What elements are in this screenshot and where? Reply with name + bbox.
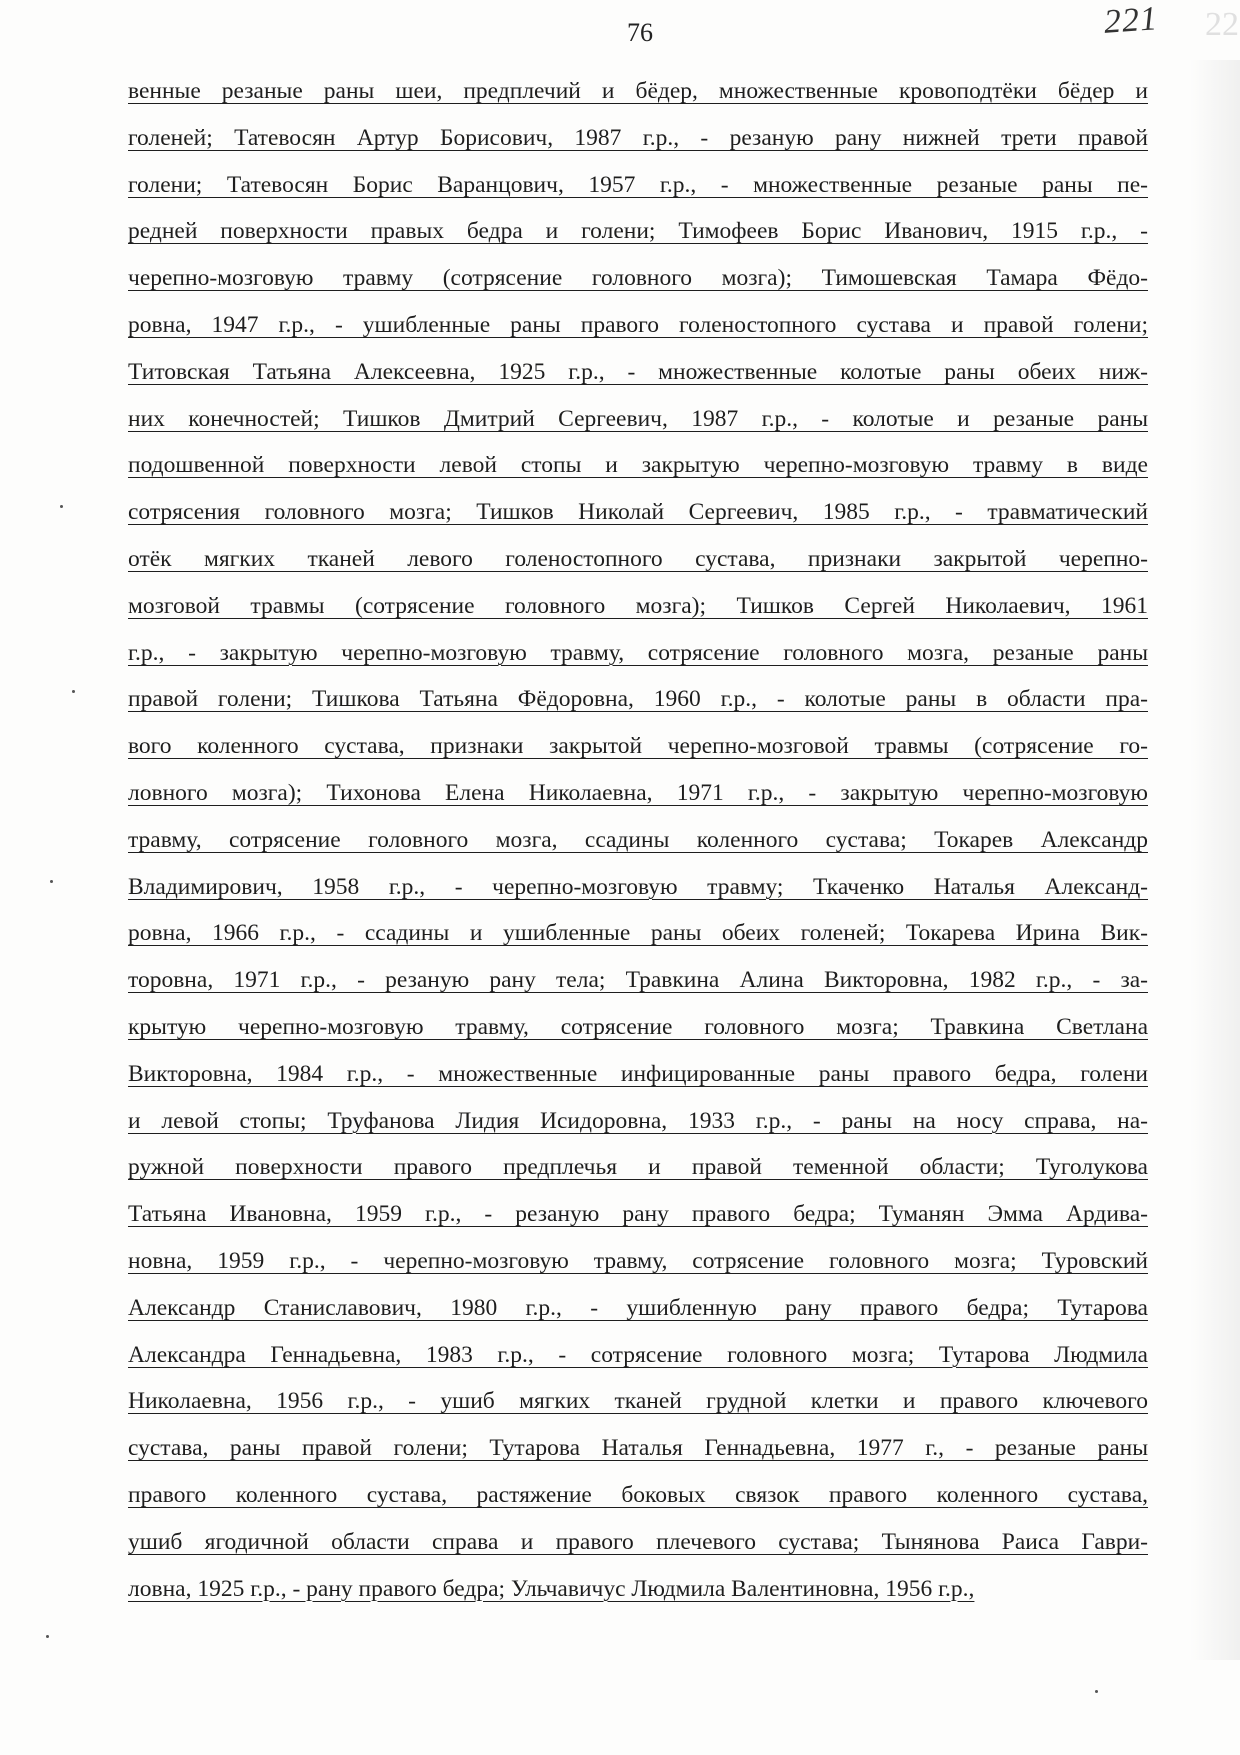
text-line: подошвенной поверхности левой стопы и закрытую черепно-мозговую травму в виде xyxy=(128,452,1148,479)
scan-speck xyxy=(1095,1690,1098,1693)
handwritten-archive-number: 221 xyxy=(1102,0,1160,41)
text-line: правого коленного сустава, растяжение боковых связок правого коленного сустава, xyxy=(128,1481,1148,1508)
text-line: венные резаные раны шеи, предплечий и бёдер, множественные кровоподтёки бёдер и xyxy=(128,78,1148,104)
text-line: ровна, 1966 г.р., - ссадины и ушибленные раны обеих голеней; Токарева Ирина Вик- xyxy=(128,920,1148,947)
scan-speck xyxy=(72,690,75,693)
text-line: торовна, 1971 г.р., - резаную рану тела; Травкина Алина Викторовна, 1982 г.р., - за- xyxy=(128,967,1148,994)
text-line: правой голени; Тишкова Татьяна Фёдоровна, 1960 г.р., - колотые раны в области пра- xyxy=(128,686,1148,713)
text-line: ружной поверхности правого предплечья и правой теменной области; Туголукова xyxy=(128,1154,1148,1181)
text-line: ушиб ягодичной области справа и правого плечевого сустава; Тынянова Раиса Гаври- xyxy=(128,1528,1148,1555)
text-line: ловна, 1925 г.р., - рану правого бедра; Ульчавичус Людмила Валентиновна, 1956 г.р., xyxy=(128,1575,975,1602)
text-line: травму, сотрясение головного мозга, ссадины коленного сустава; Токарев Александр xyxy=(128,826,1148,853)
text-line: вого коленного сустава, признаки закрытой черепно-мозговой травмы (сотрясение го- xyxy=(128,733,1148,760)
text-line: крытую черепно-мозговую травму, сотрясение головного мозга; Травкина Светлана xyxy=(128,1013,1148,1040)
text-line: отёк мягких тканей левого голеностопного сустава, признаки закрытой черепно- xyxy=(128,545,1148,572)
text-line: ловного мозга); Тихонова Елена Николаевна, 1971 г.р., - закрытую черепно-мозговую xyxy=(128,779,1148,806)
text-line: ровна, 1947 г.р., - ушибленные раны правого голеностопного сустава и правой голени; xyxy=(128,311,1148,338)
scan-speck xyxy=(50,880,53,883)
scan-speck xyxy=(60,505,63,508)
text-line: и левой стопы; Труфанова Лидия Исидоровна, 1933 г.р., - раны на носу справа, на- xyxy=(128,1107,1148,1134)
text-line: Николаевна, 1956 г.р., - ушиб мягких тканей грудной клетки и правого ключевого xyxy=(128,1388,1148,1415)
text-line: сустава, раны правой голени; Тутарова Наталья Геннадьевна, 1977 г., - резаные раны xyxy=(128,1435,1148,1462)
page-number: 76 xyxy=(627,18,653,47)
text-line: голени; Татевосян Борис Варанцович, 1957 г.р., - множественные резаные раны пе- xyxy=(128,171,1148,198)
text-line: Татьяна Ивановна, 1959 г.р., - резаную рану правого бедра; Туманян Эмма Ардива- xyxy=(128,1201,1148,1228)
text-line: г.р., - закрытую черепно-мозговую травму, сотрясение головного мозга, резаные раны xyxy=(128,639,1148,666)
text-line: новна, 1959 г.р., - черепно-мозговую травму, сотрясение головного мозга; Туровский xyxy=(128,1247,1148,1274)
text-line: Титовская Татьяна Алексеевна, 1925 г.р., - множественные колотые раны обеих ниж- xyxy=(128,358,1148,385)
text-line: Викторовна, 1984 г.р., - множественные инфицированные раны правого бедра, голени xyxy=(128,1060,1148,1087)
text-line: черепно-мозговую травму (сотрясение головного мозга); Тимошевская Тамара Фёдо- xyxy=(128,265,1148,292)
text-line: голеней; Татевосян Артур Борисович, 1987 г.р., - резаную рану нижней трети правой xyxy=(128,124,1148,151)
reverse-side-bleed xyxy=(1190,60,1240,1660)
text-line: мозговой травмы (сотрясение головного мозга); Тишков Сергей Николаевич, 1961 xyxy=(128,592,1148,619)
scan-speck xyxy=(46,1635,49,1638)
bleed-through-number: 22 xyxy=(1205,6,1239,43)
text-line: Александра Геннадьевна, 1983 г.р., - сотрясение головного мозга; Тутарова Людмила xyxy=(128,1341,1148,1368)
text-line: Александр Станиславович, 1980 г.р., - ушибленную рану правого бедра; Тутарова xyxy=(128,1294,1148,1321)
text-line: сотрясения головного мозга; Тишков Николай Сергеевич, 1985 г.р., - травматический xyxy=(128,499,1148,526)
text-line: Владимирович, 1958 г.р., - черепно-мозговую травму; Ткаченко Наталья Александ- xyxy=(128,873,1148,900)
body-text xyxy=(128,68,1148,1612)
text-line: редней поверхности правых бедра и голени; Тимофеев Борис Иванович, 1915 г.р., - xyxy=(128,218,1148,245)
text-line: них конечностей; Тишков Дмитрий Сергеевич, 1987 г.р., - колотые и резаные раны xyxy=(128,405,1148,432)
